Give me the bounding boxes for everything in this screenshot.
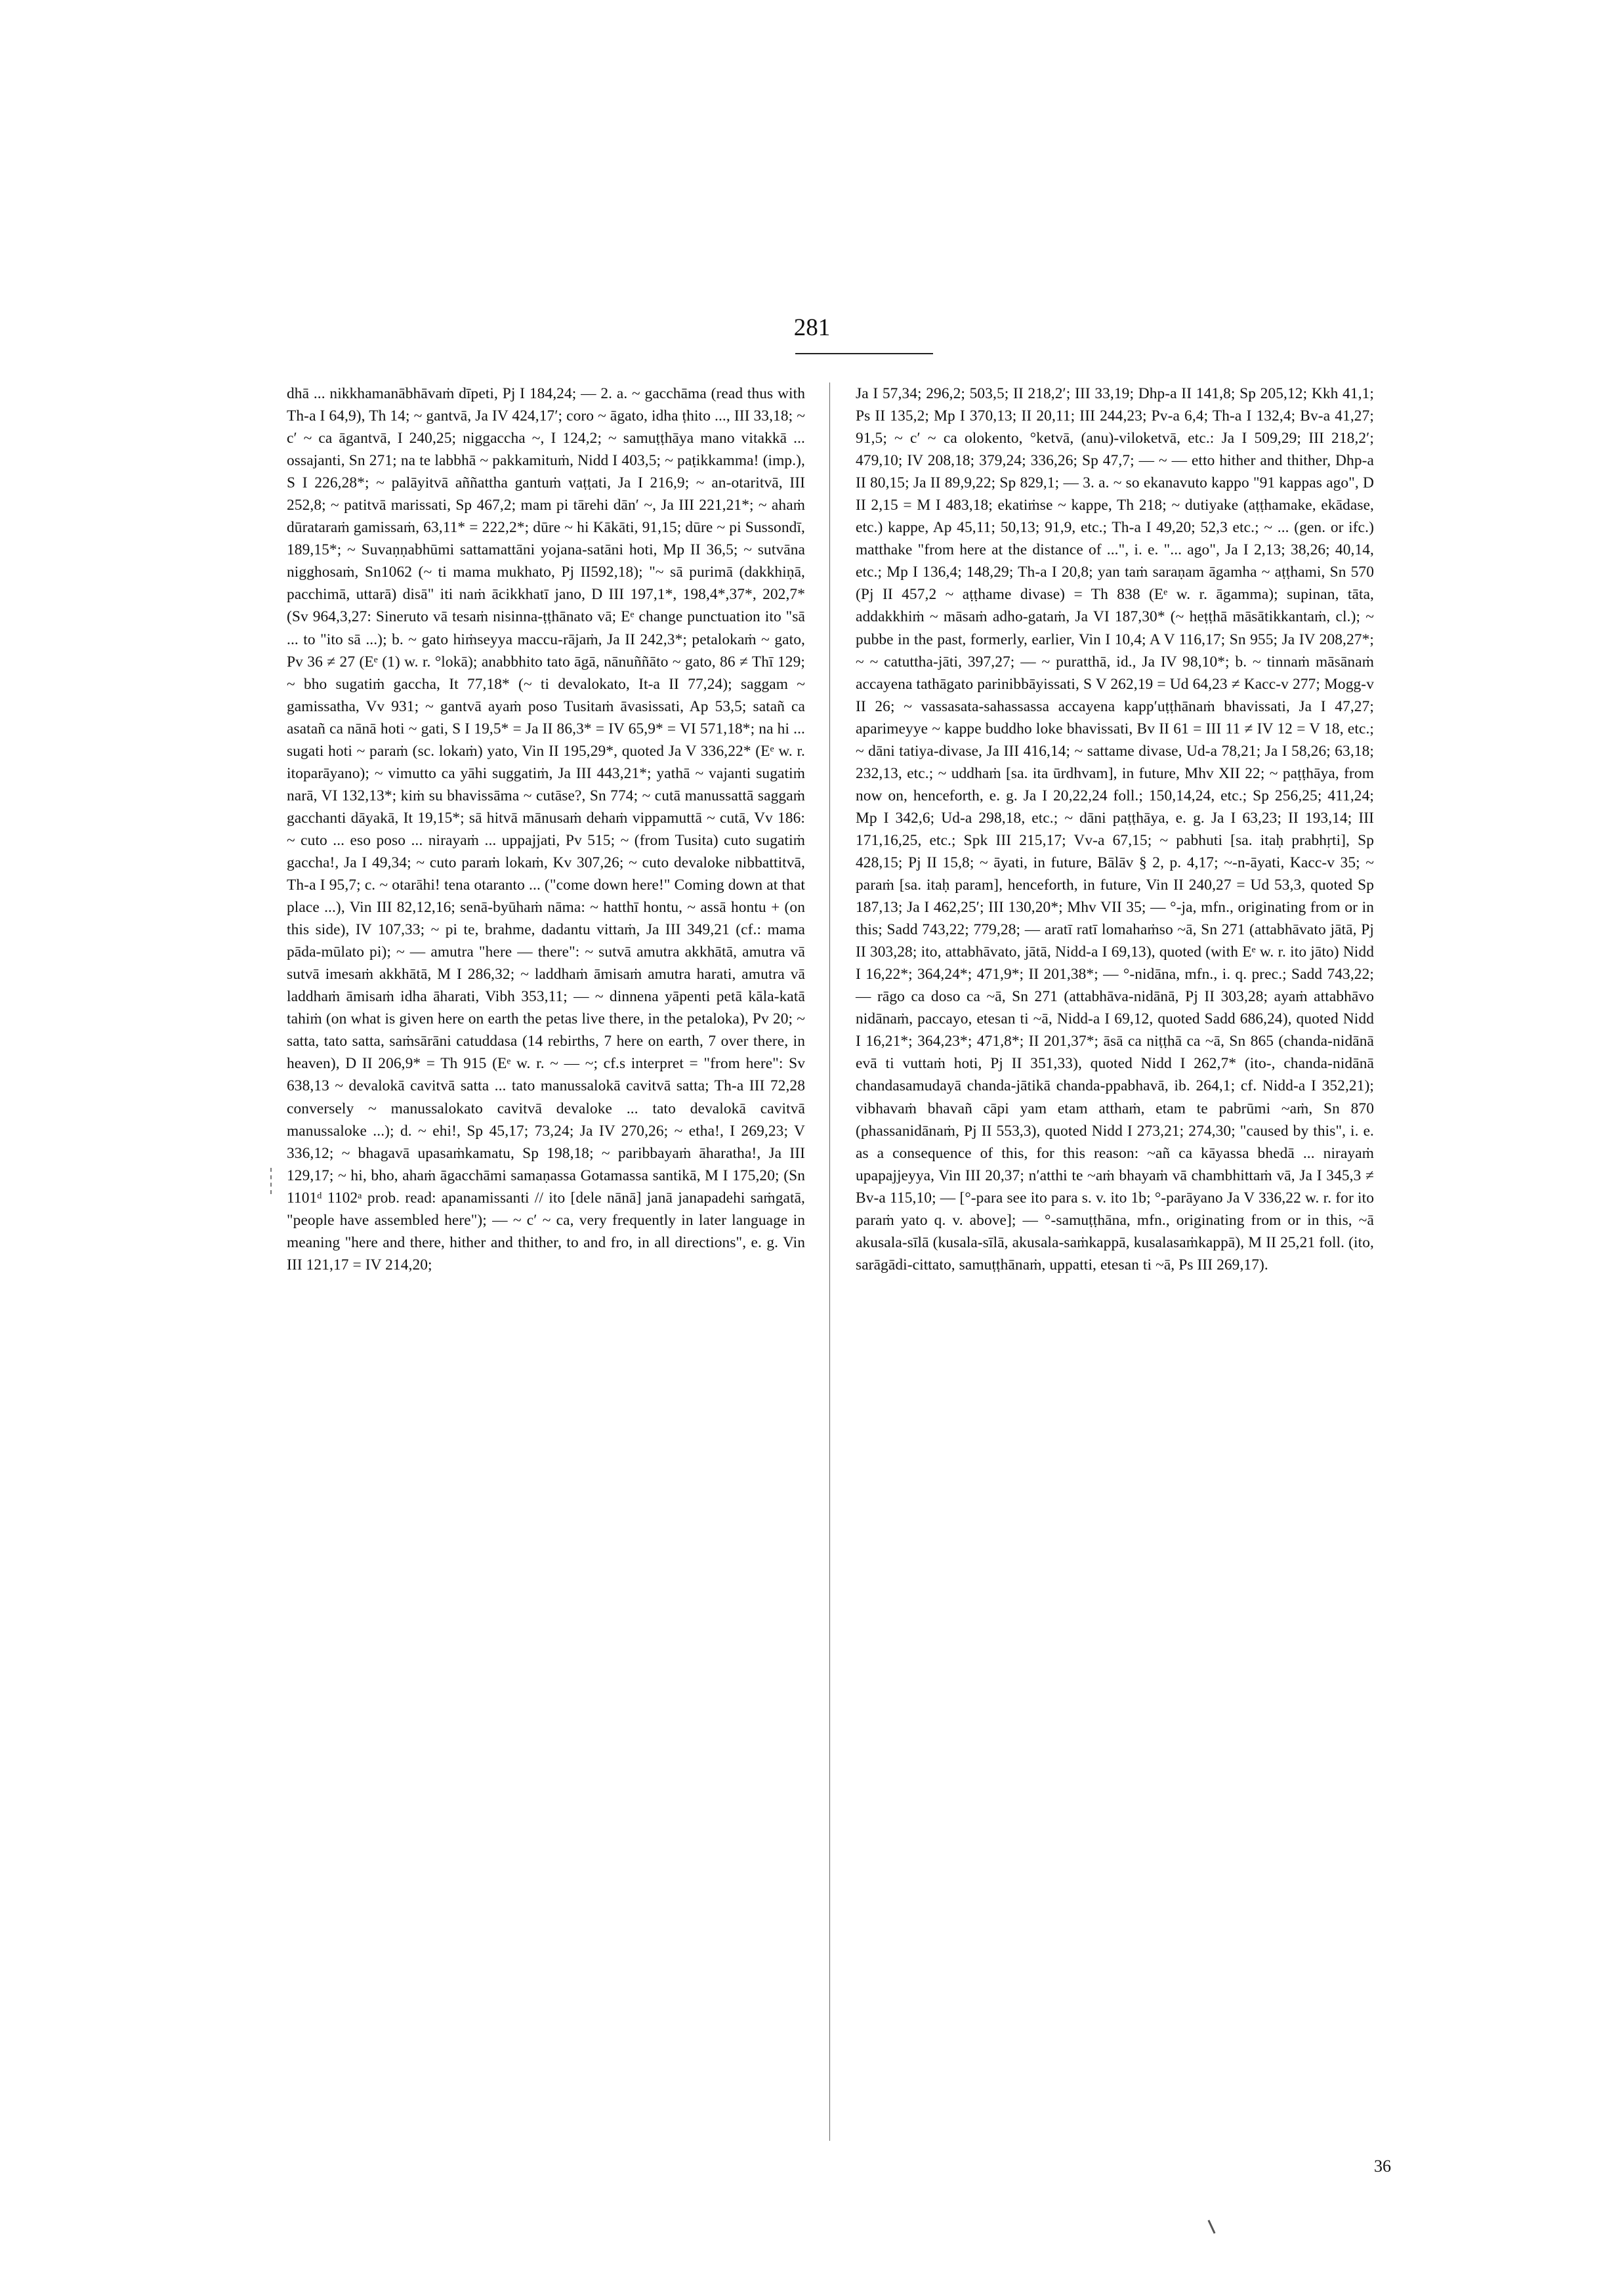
right-column (856, 382, 1374, 1276)
left-column-text: dhā ... nikkhamanābhāvaṁ dīpeti, Pj I 184,24; — 2. a. ~ gacchāma (read thus with Th-a I 64,9), Th 14; ~ gantvā, Ja IV 424,17′; coro ~ āgato, idha ṭhito ..., III 33,18; ~ c′ ~ ca āgantvā, I 240,25; niggaccha ~, I 124,2; ~ samuṭṭhāya mano vitakkā ... ossajanti, Sn 271; na te labbhā ~ pakkamituṁ, Nidd I 403,5; ~ paṭikkamma! (imp.), S I 226,28*; ~ palāyitvā aññattha gantuṁ vaṭṭati, Ja I 216,9; ~ an-otaritvā, III 252,8; ~ patitvā marissati, Sp 467,2; mam pi tārehi dān′ ~, Ja III 221,21*; ~ ahaṁ dūrataraṁ gamissaṁ, 63,11* = 222,2*; dūre ~ hi Kākāti, 91,15; dūre ~ pi Sussondī, 189,15*; ~ Suvaṇṇabhūmi sattamattāni yojana-satāni hoti, Mp II 36,5; ~ sutvāna nigghosaṁ, Sn1062 (~ ti mama mukhato, Pj II592,18); "~ sā purimā (dakkhiṇā, pacchimā, uttarā) disā" iti naṁ ācikkhatī jano, D III 197,1*, 198,4*,37*, 202,7* (Sv 964,3,27: Sineruto vā tesaṁ nisinna-ṭṭhānato vā; Eᵉ change punctuation ito "sā ... to "ito sā ...); b. ~ gato hiṁseyya maccu-rājaṁ, Ja II 242,3*; petalokaṁ ~ gato, Pv 36 ≠ 27 (Eᵉ (1) w. r. °lokā); anabbhito tato āgā, nānuññāto ~ gato, 86 ≠ Thī 129; ~ bho sugatiṁ gaccha, It 77,18* (~ ti devalokato, It-a II 77,24); saggam ~ gamissatha, Vv 931; ~ gantvā ayaṁ poso Tusitaṁ āvasissati, Ap 53,5; satañ ca asatañ ca nānā hoti ~ gati, S I 19,5* = Ja II 86,3* = IV 65,9* = VI 571,18*; na hi ... sugati hoti ~ paraṁ (sc. lokaṁ) yato, Vin II 195,29*, quoted Ja V 336,22* (Eᵉ w. r. itoparāyano); ~ vimutto ca yāhi suggatiṁ, Ja III 443,21*; yathā ~ vajanti sugatiṁ narā, VI 132,13*; kiṁ su bhavissāma ~ cutāse?, Sn 774; ~ cutā manussattā saggaṁ gacchanti dāyakā, It 19,15*; sā hitvā mānusaṁ dehaṁ vippamuttā ~ cutā, Vv 186: ~ cuto ... eso poso ... nirayaṁ ... uppajjati, Pv 515; ~ (from Tusita) cuto sugatiṁ gaccha!, Ja I 49,34; ~ cuto paraṁ lokaṁ, Kv 307,26; ~ cuto devaloke nibbattitvā, Th-a I 95,7; c. ~ otarāhi! tena otaranto ... ("come down here!" Coming down at that place ...), Vin III 82,12,16; senā-byūhaṁ nāma: ~ hatthī hontu, ~ assā hontu + (on this side), IV 107,33; ~ pi te, brahme, dadantu vittaṁ, Ja III 349,21 (cf.: mama pāda-mūlato pi); ~ — amutra "here — there": ~ sutvā amutra akkhātā, amutra vā sutvā imesaṁ akkhātā, M I 286,32; ~ laddhaṁ āmisaṁ amutra harati, amutra vā laddhaṁ āmisaṁ idha āharati, Vibh 353,11; — ~ dinnena yāpenti petā kāla-katā tahiṁ (on what is given here on earth the petas live there, in the petaloka), Pv 20; ~ satta, tato satta, saṁsārāni catuddasa (14 rebirths, 7 here on earth, 7 over there, in heaven), D II 206,9* = Th 915 (Eᵉ w. r. ~ — ~; cf.s interpret = "from here": Sv 638,13 ~ devalokā cavitvā satta ... tato manussalokā cavitvā satta; Th-a III 72,28 conversely ~ manussalokato cavitvā devaloke ... tato devalokā cavitvā manussaloke ...); d. ~ ehi!, Sp 45,17; 73,24; Ja IV 270,26; ~ etha!, I 269,23; V 336,12; ~ bhagavā upasaṁkamatu, Sp 198,18; ~ paribbayaṁ āharatha!, Ja III 129,17; ~ hi, bho, ahaṁ āgacchāmi samaṇassa Gotamassa santikā, M I 175,20; (Sn 1101ᵈ 1102ᵃ prob. read: apanamissanti // ito [dele nānā] janā janapadehi saṁgatā, "people have assembled here"); — ~ c′ ~ ca, very frequently in later language in meaning "here and there, hither and thither, to and fro, in all directions", e. g. Vin III 121,17 = IV 214,20; (287, 385, 805, 1273)
page-number: 281 (793, 314, 831, 341)
margin-mark (270, 1168, 272, 1194)
right-column-text: Ja I 57,34; 296,2; 503,5; II 218,2′; III 33,19; Dhp-a II 141,8; Sp 205,12; Kkh 41,1; Ps II 135,2; Mp I 370,13; II 20,11; III 244,23; Pv-a 6,4; Th-a I 132,4; Bv-a 41,27; 91,5; ~ c′ ~ ca olokento, °ketvā, (anu)-viloketvā, etc.: Ja I 509,29; III 218,2′; 479,10; IV 208,18; 379,24; 336,26; Sp 47,7; — ~ — etto hither and thither, Dhp-a II 80,15; Ja II 89,9,22; Sp 829,1; — 3. a. ~ so ekanavuto kappo "91 kappas ago", D II 2,15 = M I 483,18; ekatiṁse ~ kappe, Th 218; ~ dutiyake (aṭṭhamake, ekādase, etc.) kappe, Ap 45,11; 50,13; 91,9, etc.; Th-a I 49,20; 52,3 etc.; ~ ... (gen. or ifc.) matthake "from here at the distance of ...", i. e. "... ago", Ja I 2,13; 38,26; 40,14, etc.; Mp I 136,4; 148,29; Th-a I 20,8; yan taṁ saraṇam āgamha ~ aṭṭhami, Sn 570 (Pj II 457,2 ~ aṭṭhame divase) = Th 838 (Eᵉ w. r. āgamma); supinan, tāta, addakkhiṁ ~ māsaṁ adho-gataṁ, Ja VI 187,30* (~ heṭṭhā māsātikkantaṁ, cl.); ~ pubbe in the past, formerly, earlier, Vin I 10,4; A V 116,17; Sn 955; Ja IV 208,27*; ~ ~ catuttha-jāti, 397,27; — ~ puratthā, id., Ja IV 98,10*; b. ~ tinnaṁ māsānaṁ accayena tathāgato parinibbāyissati, S V 262,19 = Ud 64,23 ≠ Kacc-v 277; Mogg-v II 26; ~ vassasata-sahassassa accayena kapp′uṭṭhānaṁ bhavissati, Ja I 47,27; aparimeyye ~ kappe buddho loke bhavissati, Bv II 61 = III 11 ≠ IV 12 = V 18, etc.; ~ dāni tatiya-divase, Ja III 416,14; ~ sattame divase, Ud-a 78,21; Ja I 58,26; 63,18; 232,13, etc.; ~ uddhaṁ [sa. ita ūrdhvam], in future, Mhv XII 22; ~ paṭṭhāya, from now on, henceforth, e. g. Ja I 20,22,24 foll.; 150,14,24, etc.; Sp 256,25; 411,24; Mp I 342,6; Ud-a 298,18, etc.; ~ dāni paṭṭhāya, e. g. Ja I 63,23; II 193,14; III 171,16,25, etc.; Spk III 215,17; Vv-a 67,15; ~ pabhuti [sa. itaḥ prabhṛti], Sp 428,15; Pj II 15,8; ~ āyati, in future, Bālāv § 2, p. 4,17; ~-n-āyati, Kacc-v 35; ~ paraṁ [sa. itaḥ param], henceforth, in future, Vin II 240,27 = Ud 53,3, quoted Sp 187,13; Ja I 462,25′; III 130,20*; Mhv VII 35; — °-ja, mfn., originating from or in this; Sadd 743,22; 779,28; — aratī ratī lomahaṁso ~ā, Sn 271 (attabhāvato jātā, Pj II 303,28; ito, attabhāvato, jātā, Nidd-a I 69,13), quoted (with Eᵉ w. r. ito jāto) Nidd I 16,22*; 364,24*; 471,9*; II 201,38*; — °-nidāna, mfn., i. q. prec.; Sadd 743,22; — rāgo ca doso ca ~ā, Sn 271 (attabhāva-nidānā, Pj II 303,28; ayaṁ attabhāvo nidānaṁ, paccayo, etesan ti ~ā, Nidd-a I 69,12, quoted Sadd 686,24), quoted Nidd I 16,21*; 364,23*; 471,8*; II 201,37*; āsā ca niṭṭhā ca ~ā, Sn 865 (chanda-nidānā evā ti vuttaṁ hoti, Pj II 351,33), quoted Nidd I 262,7* (ito-, chanda-nidānā chandasamudayā chanda-jātikā chanda-ppabhavā, ib. 264,1; cf. Nidd-a I 352,21); vibhavaṁ bhavañ cāpi yam etam atthaṁ, etam te pabrūmi ~aṁ, Sn 870 (phassanidānaṁ, Pj II 553,3), quoted Nidd I 273,21; 274,30; "caused by this", i. e. as a consequence of this, for this reason: ~añ ca kāyassa bhedā ... nirayaṁ upapajjeyya, Vin III 20,37; n′atthi te ~aṁ bhayaṁ vā chambhittaṁ vā, Ja I 345,3 ≠ Bv-a 115,10; — [°-para see ito para s. v. ito 1b; °-parāyano Ja V 336,22 w. r. for ito paraṁ yato q. v. above]; — °-samuṭṭhāna, mfn., originating from or in this, ~ā akusala-sīlā (kusala-sīlā, akusala-saṁkappā, kusalasaṁkappā), M II 25,21 foll. (ito, sarāgādi-cittato, samuṭṭhānaṁ, uppatti, etesan ti ~ā, Ps III 269,17). (856, 385, 1374, 1273)
column-divider (829, 382, 830, 2141)
header-rule (795, 353, 933, 354)
left-column (287, 382, 805, 1276)
signature-mark: 36 (1374, 2157, 1391, 2176)
tick-mark (1207, 2220, 1215, 2233)
